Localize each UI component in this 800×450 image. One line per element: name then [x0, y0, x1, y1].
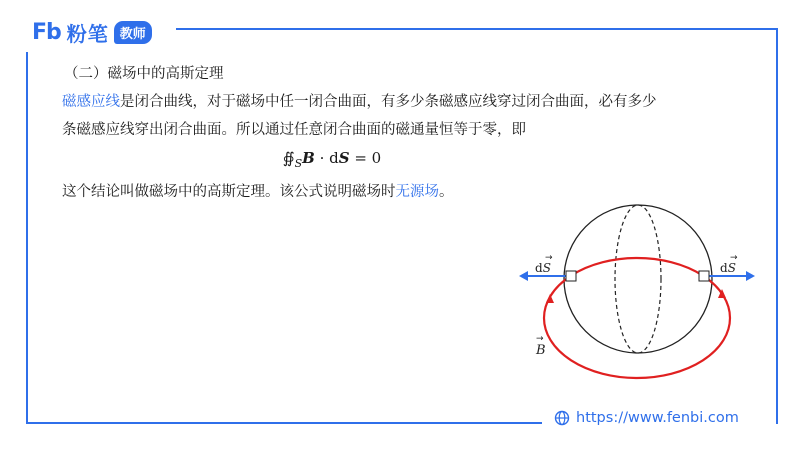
field-arrow-left [546, 294, 554, 303]
normal-vector-right-arrowhead [746, 271, 755, 281]
paragraph-3-end: 。 [439, 184, 454, 200]
closed-surface-sphere [564, 205, 712, 353]
logo-brand-text: 粉笔 [66, 21, 109, 46]
formula-s: S [338, 149, 350, 167]
gauss-law-formula [62, 144, 602, 178]
b-field-label: B [536, 343, 546, 358]
closed-surface-integral-symbol: ∯ [282, 149, 295, 167]
logo-teacher-tag: 教师 [114, 21, 152, 44]
fenbi-logo [32, 18, 152, 46]
paragraph-2: 条磁感应线穿出闭合曲面。所以通过任意闭合曲面的磁通量恒等于零，即 [62, 122, 526, 138]
surface-element-right [699, 271, 709, 281]
paragraph-1 [62, 88, 762, 116]
ds-label-left: dS [535, 261, 551, 275]
slide-content [62, 60, 762, 206]
vector-mark-left: → [545, 253, 553, 263]
frame-left-border [26, 52, 28, 424]
surface-element-left [566, 271, 576, 281]
ds-label-right: dS [720, 261, 736, 275]
frame-top-border [176, 28, 776, 30]
formula-dot-d: · d [314, 149, 339, 167]
formula-equals-zero: = 0 [349, 149, 382, 167]
frame-bottom-border [26, 422, 542, 424]
paragraph-1-text: 是闭合曲线，对于磁场中任一闭合曲面，有多少条磁感应线穿过闭合曲面，必有多少 [120, 94, 657, 110]
sphere-meridian-dashed [615, 205, 661, 353]
paragraph-3-text: 这个结论叫做磁场中的高斯定理。该公式说明磁场时 [62, 184, 396, 200]
website-url[interactable]: https://www.fenbi.com [576, 410, 739, 426]
footer-website[interactable] [554, 410, 739, 426]
normal-vector-left-arrowhead [519, 271, 528, 281]
vector-mark-right: → [730, 253, 738, 263]
vector-mark-b: → [536, 334, 544, 344]
gauss-sphere-diagram [510, 200, 760, 385]
logo-mark: Fb [32, 19, 61, 45]
formula-subscript-s: S [294, 157, 303, 170]
term-magnetic-field-lines: 磁感应线 [62, 94, 120, 110]
formula-b: B [302, 149, 315, 167]
globe-icon [554, 410, 570, 426]
ds-right-s: S [727, 261, 736, 275]
term-sourceless-field: 无源场 [395, 184, 439, 200]
frame-right-border [776, 28, 778, 424]
section-heading: （二）磁场中的高斯定理 [64, 66, 224, 82]
